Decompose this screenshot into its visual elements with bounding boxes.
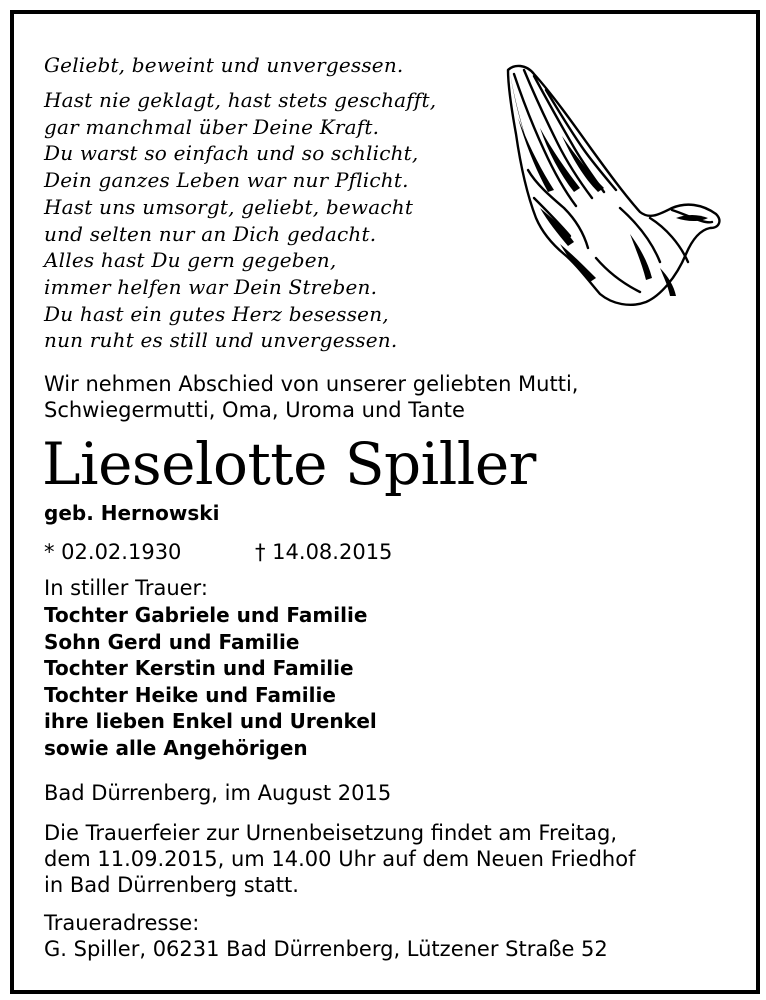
motto: Geliebt, beweint und unvergessen. — [44, 53, 404, 77]
farewell-text — [44, 371, 578, 423]
mourners-intro: In stiller Trauer: — [44, 576, 208, 600]
deceased-name: Lieselotte Spiller — [42, 430, 536, 498]
mourner-item: Tochter Kerstin und Familie — [44, 656, 354, 680]
mourner-item: Tochter Gabriele und Familie — [44, 603, 368, 627]
place-date: Bad Dürrenberg, im August 2015 — [44, 781, 392, 805]
poem-line: Hast nie geklagt, hast stets geschafft, — [44, 88, 437, 112]
address-label: Traueradresse: — [44, 911, 200, 935]
poem — [44, 87, 436, 354]
mourner-item: ihre lieben Enkel und Urenkel — [44, 709, 377, 733]
praying-hands-icon — [500, 58, 726, 310]
death-date: † 14.08.2015 — [255, 540, 393, 564]
poem-line: Du hast ein gutes Herz besessen, — [44, 301, 389, 326]
ceremony-line: dem 11.09.2015, um 14.00 Uhr auf dem Neuen Friedhof — [44, 847, 636, 871]
mourner-item: Sohn Gerd und Familie — [44, 629, 300, 654]
ceremony-text — [44, 820, 636, 898]
farewell-line: Schwiegermutti, Oma, Uroma und Tante — [44, 398, 465, 422]
poem-line: Hast uns umsorgt, geliebt, bewacht — [44, 194, 414, 219]
maiden-name: geb. Hernowski — [44, 501, 220, 525]
poem-line: und selten nur an Dich gedacht. — [44, 221, 377, 246]
ceremony-line: in Bad Dürrenberg statt. — [44, 873, 299, 897]
ceremony-line: Die Trauerfeier zur Urnenbeisetzung findet am Freitag, — [44, 821, 618, 845]
address-value: G. Spiller, 06231 Bad Dürrenberg, Lützener Straße 52 — [44, 937, 608, 961]
farewell-line: Wir nehmen Abschied von unserer geliebten Mutti, — [44, 372, 579, 396]
mourners-list — [44, 602, 377, 761]
poem-line: immer helfen war Dein Streben. — [44, 274, 378, 299]
poem-line: Du warst so einfach und so schlicht, — [44, 141, 419, 166]
birth-date: * 02.02.1930 — [44, 540, 182, 564]
poem-line: Dein ganzes Leben war nur Pflicht. — [44, 168, 409, 193]
poem-line: nun ruht es still und unvergessen. — [44, 328, 398, 353]
mourner-item: Tochter Heike und Familie — [44, 682, 336, 707]
poem-line: gar manchmal über Deine Kraft. — [44, 114, 380, 139]
poem-line: Alles hast Du gern gegeben, — [44, 248, 337, 273]
mourner-item: sowie alle Angehörigen — [44, 735, 308, 760]
